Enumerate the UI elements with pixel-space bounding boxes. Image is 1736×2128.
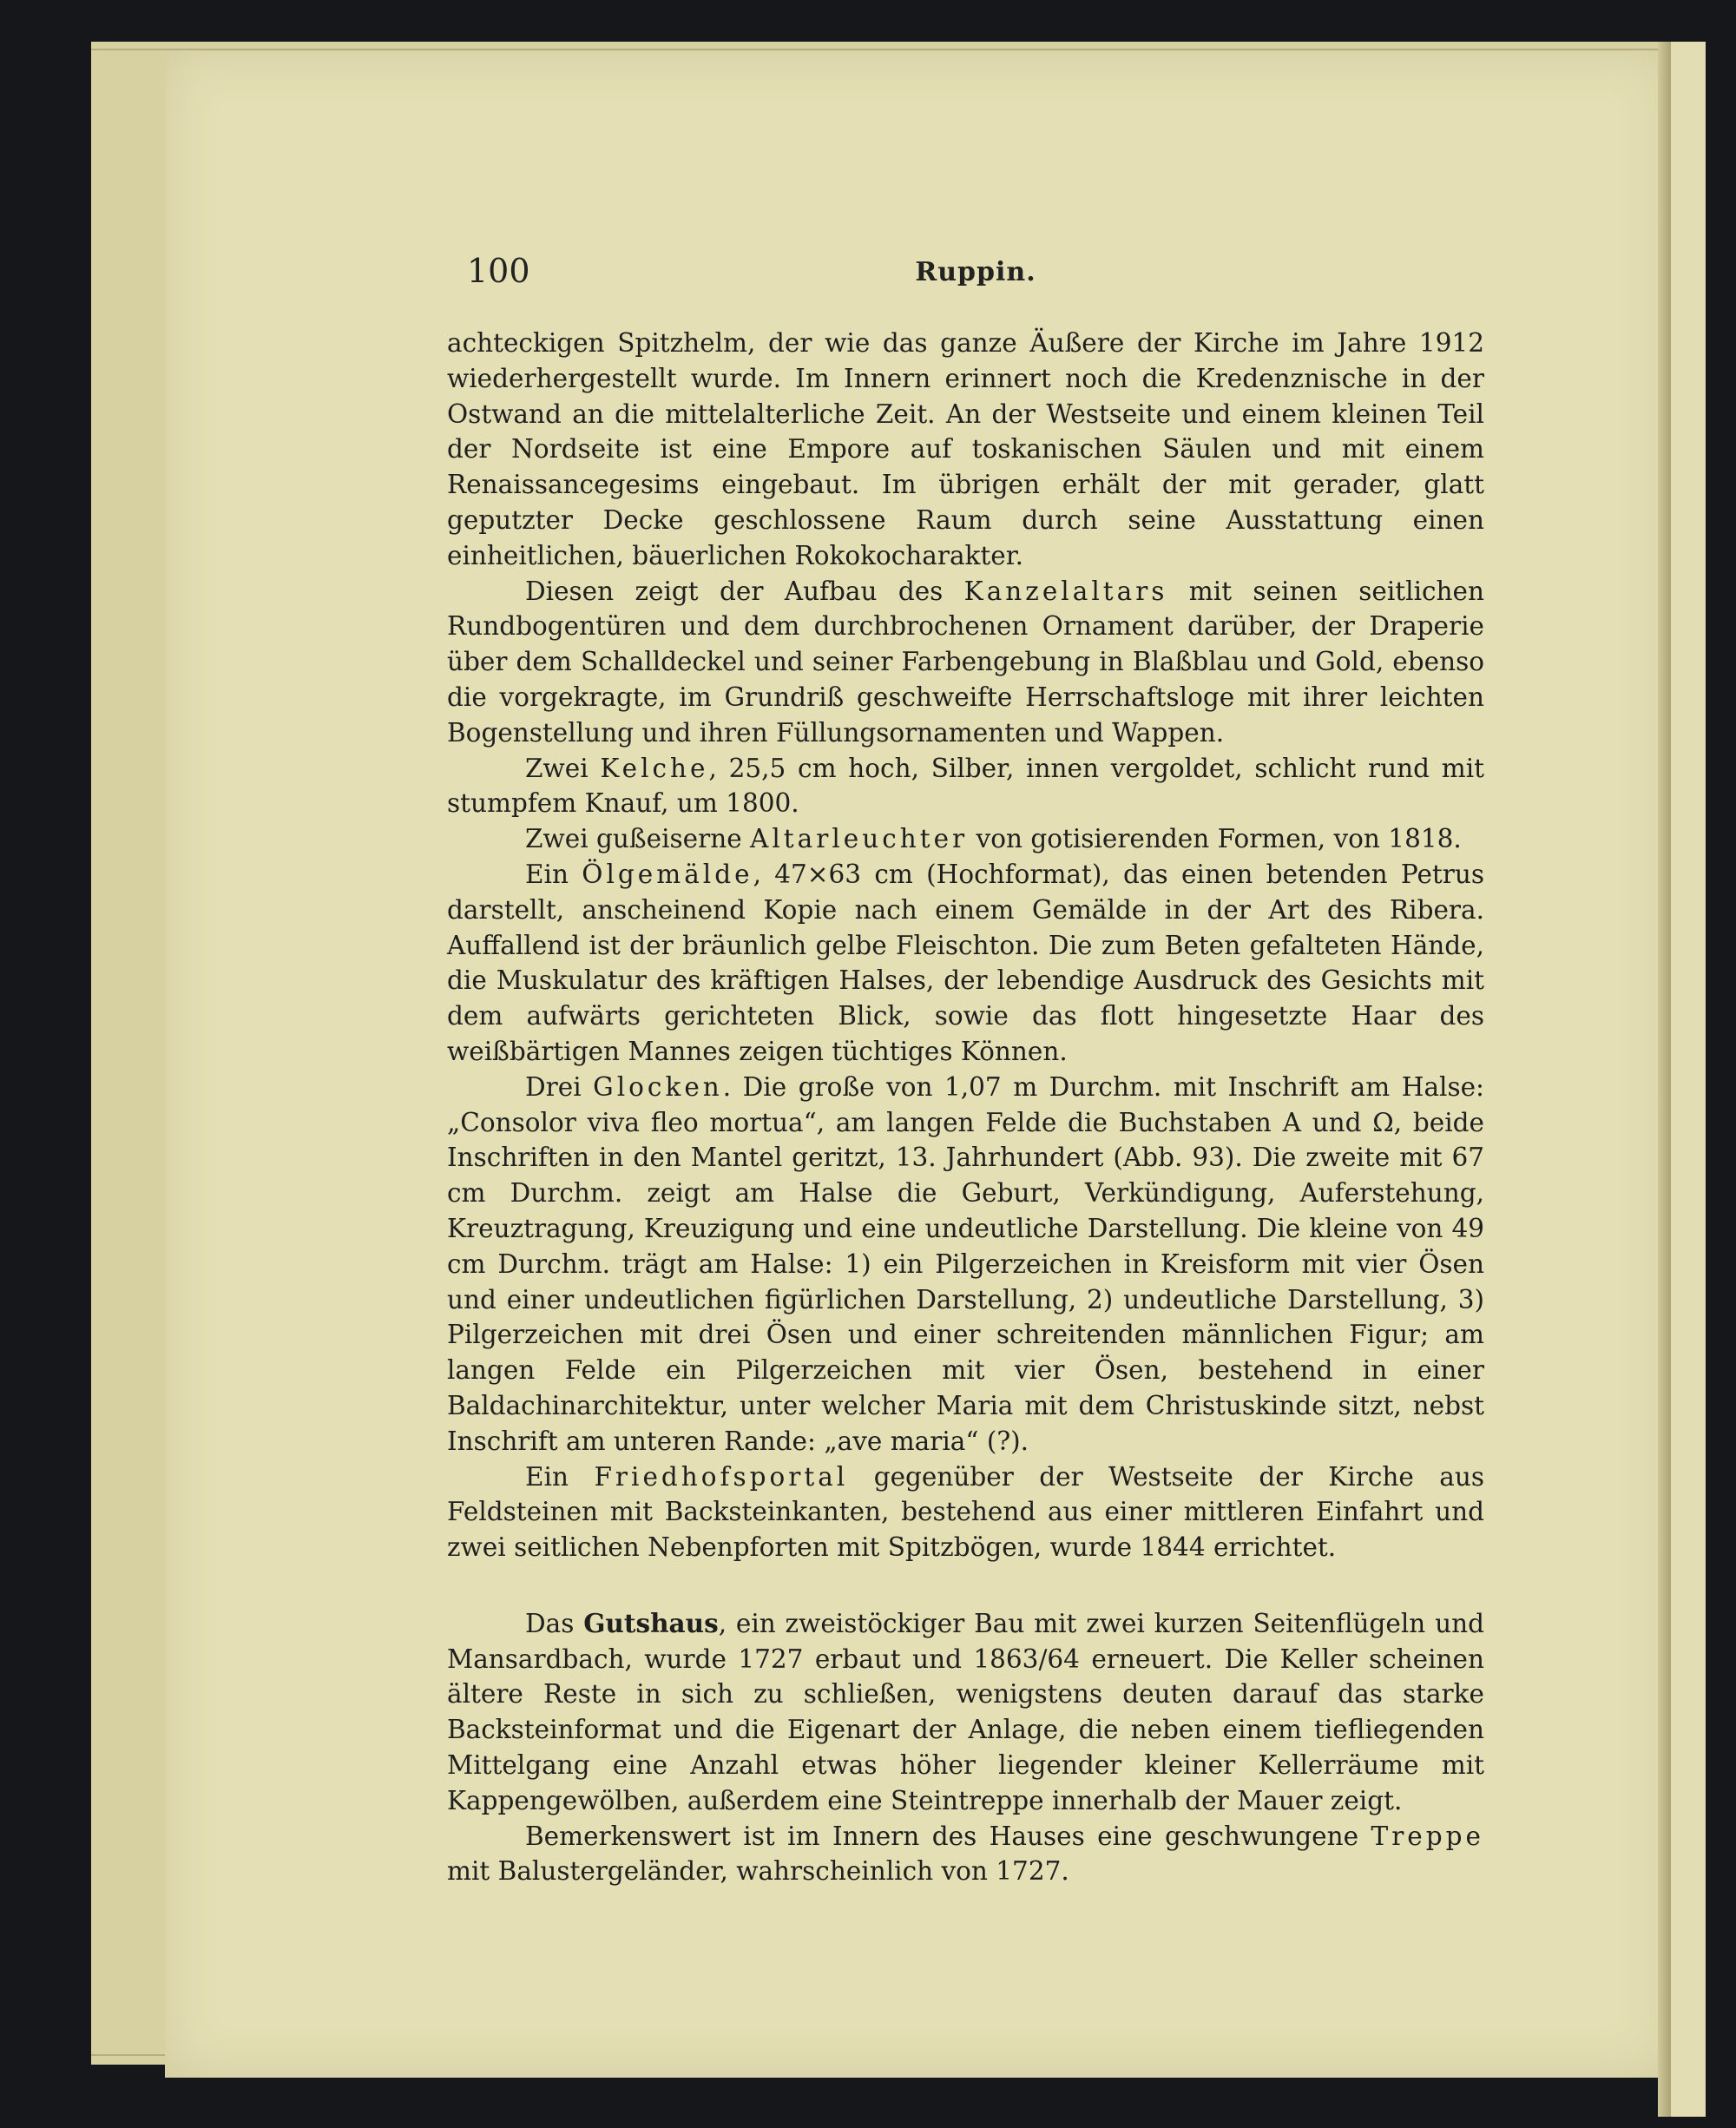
paragraph-1 (447, 326, 1484, 574)
paragraph-4 (447, 821, 1484, 857)
paragraph-text-after: mit seinen seitlichen Rundbogentüren und dem durchbrochenen Ornament darüber, der Draperie über dem Schalldeckel und seiner Farbengebung in Blaßblau und Gold, ebenso die vorgekragte, im Grundriß geschweifte Herrschaftsloge mit ihrer leichten Bogenstellung und ihren Füllungsornamenten und Wappen. (447, 576, 1484, 748)
paragraph-8 (447, 1606, 1484, 1819)
paragraph-text-after: . Die große von 1,07 m Durchm. mit Inschrift am Halse: „Consolor viva fleo mortua“, am langen Felde die Buchstaben A und Ω, beide Inschriften in den Mantel geritzt, 13. Jahrhundert (Abb. 93). Die zweite mit 67 cm Durchm. zeigt am Halse die Geburt, Verkündigung, Auferstehung, Kreuztragung, Kreuzigung und eine undeutliche Darstellung. Die kleine von 49 cm Durchm. trägt am Halse: 1) ein Pilgerzeichen in Kreisform mit vier Ösen und einer undeutlichen figürlichen Darstellung, 2) undeutliche Darstellung, 3) Pilgerzeichen mit drei Ösen und einer schreitenden männlichen Figur; am langen Felde ein Pilgerzeichen mit vier Ösen, bestehend in einer Baldachinarchitektur, unter welcher Maria mit dem Christuskinde sitzt, nebst Inschrift am unteren Rande: „ave maria“ (?). (447, 1071, 1484, 1456)
paragraph-2 (447, 574, 1484, 751)
paragraph-6 (447, 1070, 1484, 1459)
paragraph-text-before: Zwei (525, 753, 601, 783)
page-header (467, 252, 1484, 304)
paragraph-7 (447, 1459, 1484, 1565)
emphasized-term: Ölgemälde (582, 859, 753, 889)
emphasized-term: Kelche (600, 753, 709, 783)
paragraph-3 (447, 751, 1484, 822)
paragraph-text-after: mit Balustergeländer, wahrscheinlich von 1727. (447, 1856, 1069, 1887)
paragraph-text-before: Zwei gußeiserne (525, 824, 751, 854)
paragraph-text-before: Bemerkenswert ist im Innern des Hauses eine geschwungene (525, 1821, 1371, 1851)
running-title: Ruppin. (915, 257, 1036, 287)
paragraph-5 (447, 857, 1484, 1070)
emphasized-term: Treppe (1371, 1821, 1484, 1851)
paragraph-text: achteckigen Spitzhelm, der wie das ganze Äußere der Kirche im Jahre 1912 wiederhergestellt wurde. Im Innern erinnert noch die Kredenznische in der Ostwand an die mittelalterliche Zeit. An der Westseite und einem kleinen Teil der Nordseite ist eine Empore auf toskanischen Säulen und mit einem Renaissancegesims eingebaut. Im übrigen erhält der mit gerader, glatt geputzter Decke geschlossene Raum durch seine Ausstattung einen einheitlichen, bäuerlichen Rokokocharakter. (447, 328, 1484, 570)
emphasized-term: Altarleuchter (750, 824, 969, 854)
paragraph-text-before: Das (525, 1608, 584, 1638)
paragraph-text-after: , ein zweistöckiger Bau mit zwei kurzen Seitenflügeln und Mansardbach, wurde 1727 erbaut und 1863/64 erneuert. Die Keller scheinen ältere Reste in sich zu schließen, wenigstens deuten darauf das starke Backsteinformat und die Eigenart der Anlage, die neben einem tiefliegenden Mittelgang eine Anzahl etwas höher liegender kleiner Kellerräume mit Kappengewölben, außerdem eine Steintreppe innerhalb der Mauer zeigt. (447, 1608, 1484, 1815)
paragraph-text-before: Drei (525, 1071, 594, 1102)
paragraph-9 (447, 1819, 1484, 1890)
emphasized-term: Kanzelaltars (963, 576, 1168, 606)
facing-page-edge (1671, 42, 1706, 2117)
paragraph-text-after: gegenüber der Westseite der Kirche aus Feldsteinen mit Backsteinkanten, bestehend aus einer mittleren Einfahrt und zwei seitlichen Nebenpforten mit Spitzbögen, wurde 1844 errichtet. (447, 1461, 1484, 1563)
emphasized-term: Glocken (593, 1071, 723, 1102)
paragraph-text-after: , 47×63 cm (Hochformat), das einen betenden Petrus darstellt, anscheinend Kopie nach einem Gemälde in der Art des Ribera. Auffallend ist der bräunlich gelbe Fleischton. Die zum Beten gefalteten Hände, die Muskulatur des kräftigen Halses, der lebendige Ausdruck des Gesichts mit dem aufwärts gerichteten Blick, sowie das flott hingesetzte Haar des weißbärtigen Mannes zeigen tüchtiges Können. (447, 859, 1484, 1066)
emphasized-term: Gutshaus (583, 1607, 719, 1638)
page-number: 100 (467, 252, 530, 290)
paragraph-text-before: Ein (525, 859, 582, 889)
emphasized-term: Friedhofsportal (594, 1461, 849, 1492)
paragraph-text-after: von gotisierenden Formen, von 1818. (968, 824, 1462, 854)
paragraph-text-after: , 25,5 cm hoch, Silber, innen vergoldet, schlicht rund mit stumpfem Knauf, um 1800. (447, 753, 1484, 819)
paragraph-text-before: Ein (525, 1461, 595, 1492)
body-text (447, 326, 1484, 1889)
paragraph-text-before: Diesen zeigt der Aufbau des (525, 576, 964, 606)
